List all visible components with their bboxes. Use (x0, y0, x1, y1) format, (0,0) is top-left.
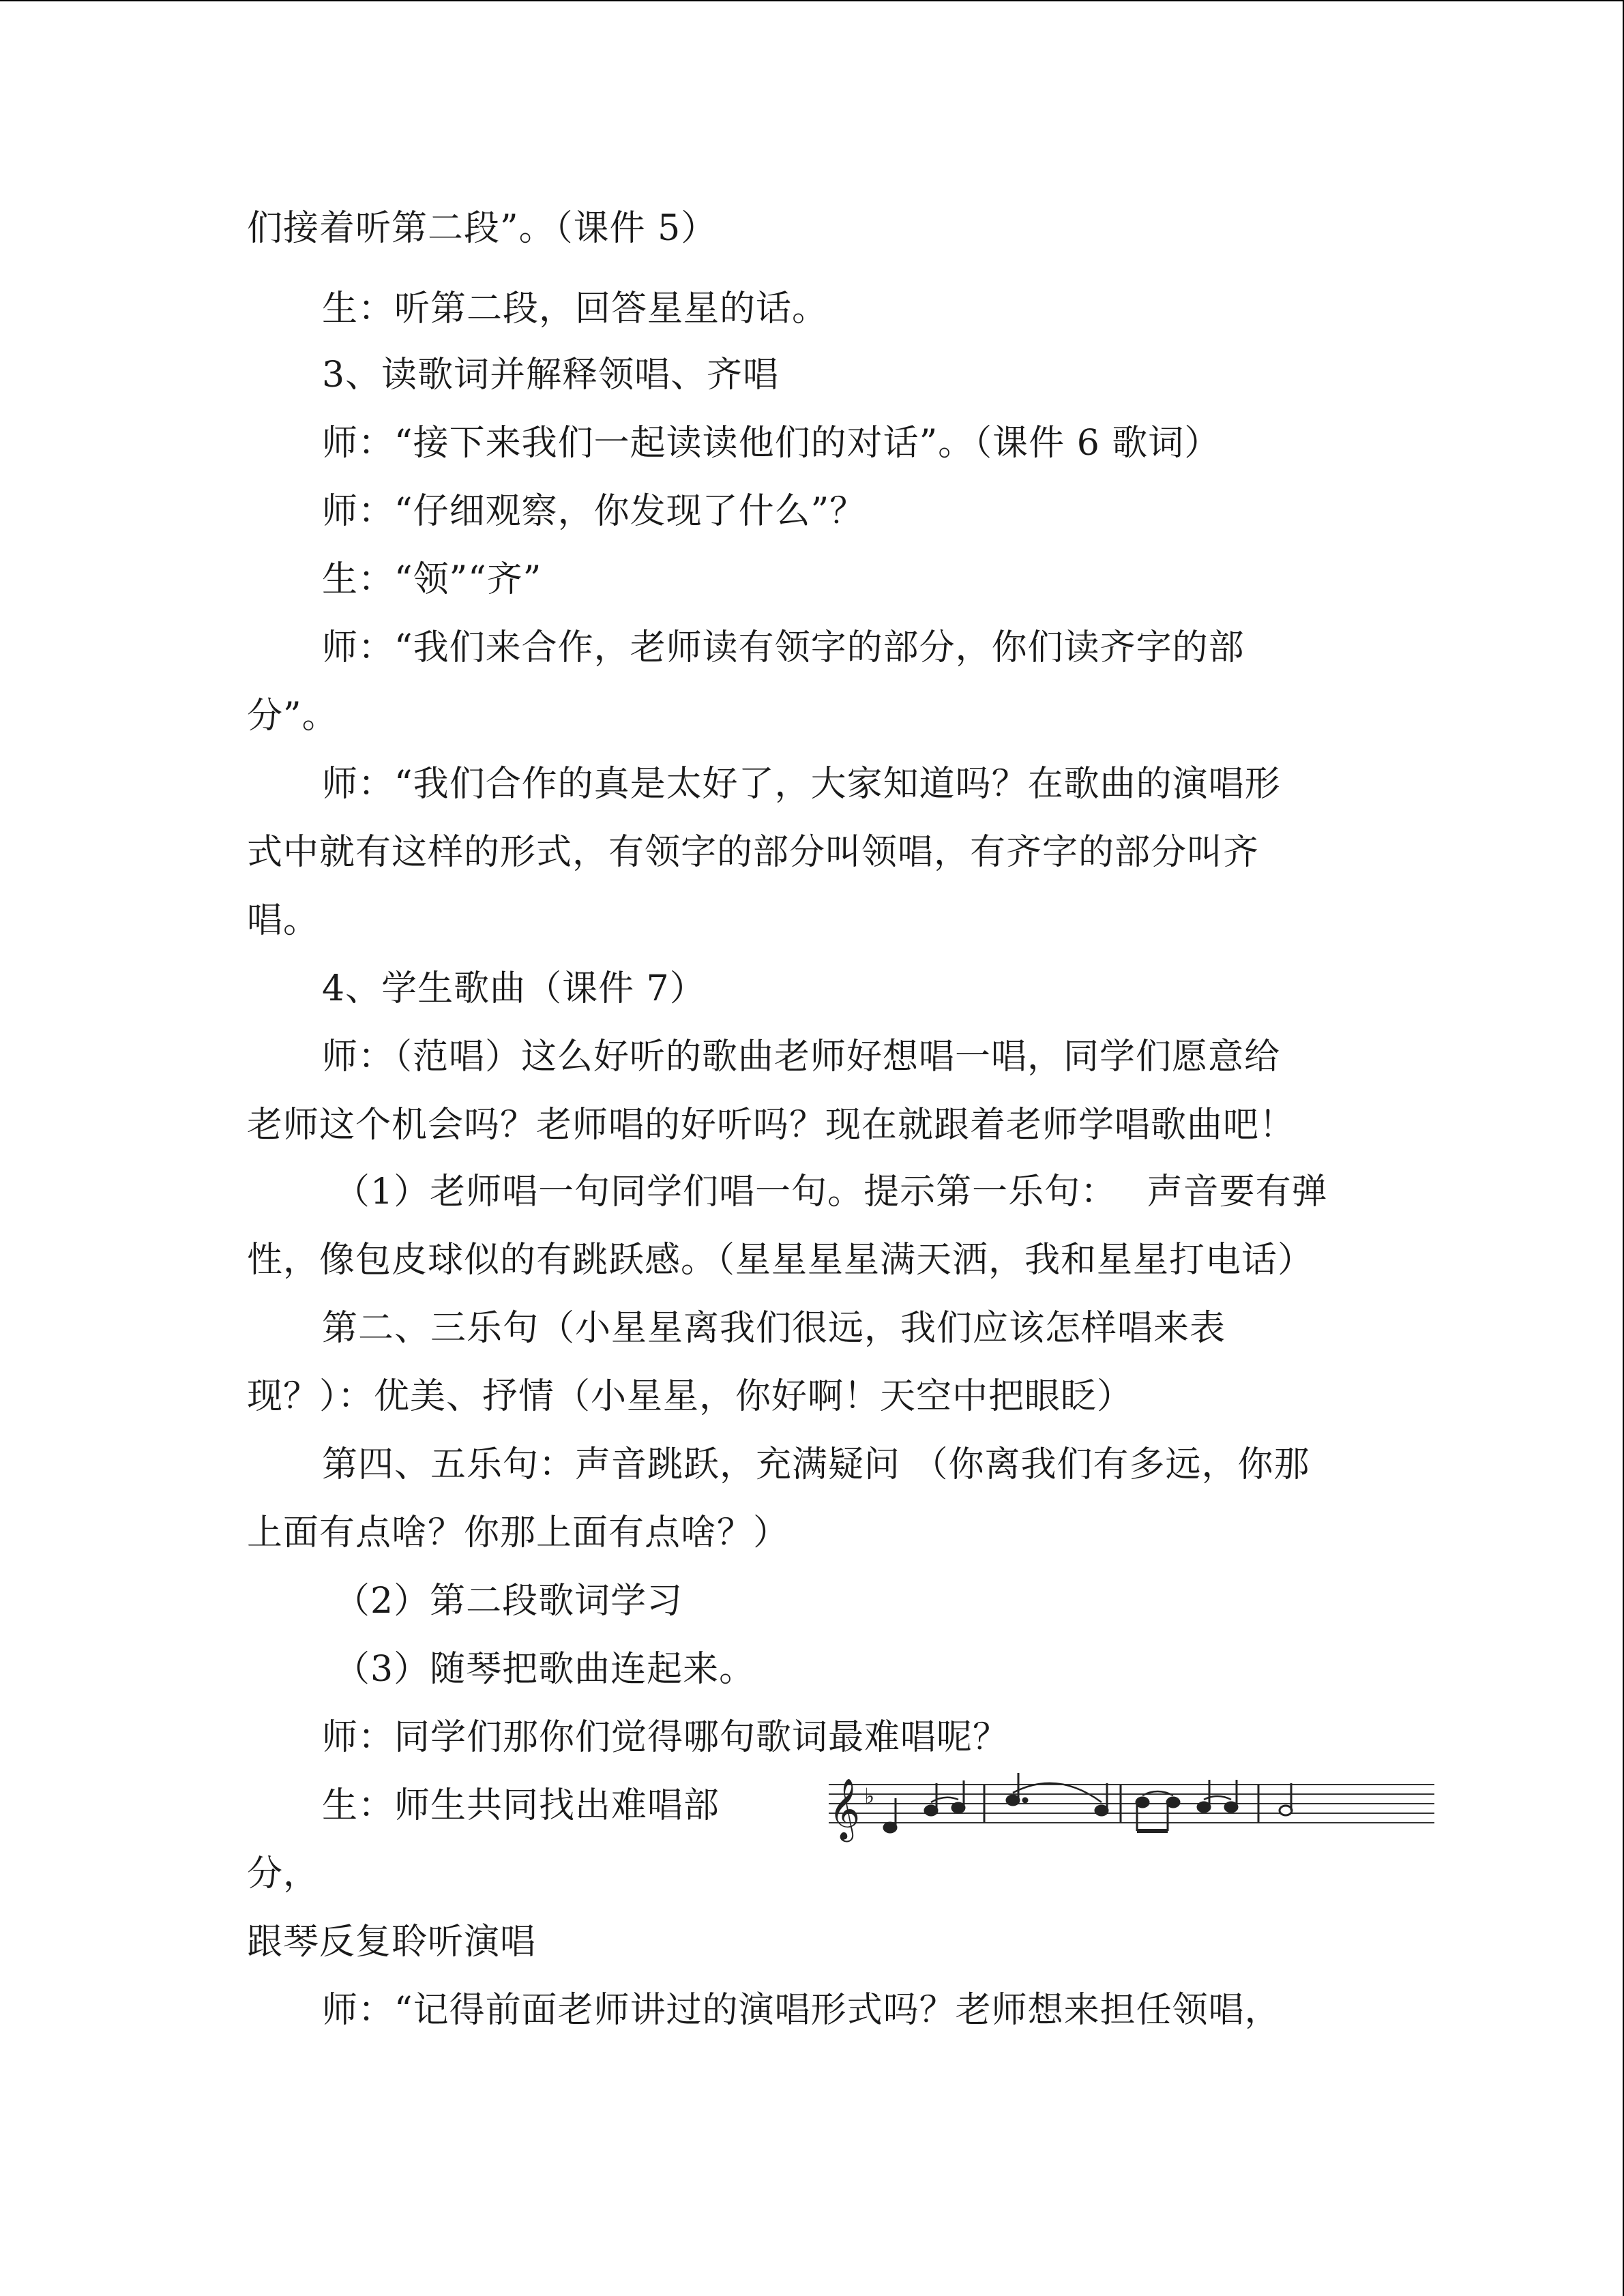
music-notation-excerpt (822, 1770, 1436, 1845)
note (1167, 1798, 1179, 1807)
note (1280, 1806, 1292, 1815)
text-line: 3、读歌词并解释领唱、齐唱 (322, 355, 780, 396)
text-line: 第二、三乐句（小星星离我们很远，我们应该怎样唱来表 (322, 1308, 1226, 1349)
note (952, 1803, 964, 1813)
page-border-top (0, 0, 1624, 1)
text-line: 老师这个机会吗？老师唱的好听吗？现在就跟着老师学唱歌曲吧！ (247, 1105, 1296, 1146)
text-line: 师：“记得前面老师讲过的演唱形式吗？老师想来担任领唱， (322, 1990, 1281, 2031)
text-line: 师：（范唱）这么好听的歌曲老师好想唱一唱，同学们愿意给 (322, 1037, 1281, 1077)
text-line: 师：“接下来我们一起读读他们的对话”。（课件 6 歌词） (322, 423, 1221, 464)
text-line: （3）随琴把歌曲连起来。 (334, 1649, 756, 1690)
text-line: 师：同学们那你们觉得哪句歌词最难唱呢？ (322, 1717, 1009, 1758)
note (884, 1823, 896, 1832)
text-line: 性，像包皮球似的有跳跃感。（星星星星满天洒，我和星星打电话） (247, 1240, 1314, 1281)
text-line: 跟琴反复聆听演唱 (247, 1922, 537, 1963)
text-line: 生：“领”“齐” (322, 559, 542, 600)
note (1095, 1806, 1108, 1815)
text-line: 生：听第二段，回答星星的话。 (322, 288, 829, 329)
note (1225, 1802, 1237, 1812)
text-line: （2）第二段歌词学习 (334, 1581, 683, 1622)
text-line: 们接着听第二段”。（课件 5） (247, 208, 718, 249)
note (1007, 1795, 1019, 1805)
text-line: 师：“我们合作的真是太好了，大家知道吗？在歌曲的演唱形 (322, 764, 1281, 805)
flat-sign-icon: ♭ (864, 1783, 875, 1809)
text-line: 师：“我们来合作，老师读有领字的部分，你们读齐字的部 (322, 627, 1245, 668)
note (1136, 1798, 1149, 1807)
text-line: 分， (247, 1853, 320, 1894)
text-line: （1）老师唱一句同学们唱一句。提示第一乐句： 声音要有弹 (334, 1172, 1328, 1212)
text-line: 式中就有这样的形式，有领字的部分叫领唱，有齐字的部分叫齐 (247, 832, 1260, 873)
text-line: 现？）：优美、抒情（小星星，你好啊！天空中把眼眨） (247, 1376, 1134, 1417)
note (1198, 1802, 1210, 1812)
text-line: 生：师生共同找出难唱部 (322, 1785, 720, 1826)
text-line: 师：“仔细观察，你发现了什么”？ (322, 491, 866, 532)
text-line: 分”。 (247, 696, 338, 736)
text-line: 唱。 (247, 900, 320, 941)
treble-clef-icon: 𝄞 (829, 1778, 861, 1840)
text-line: 上面有点啥？你那上面有点啥？） (247, 1512, 790, 1553)
music-staff (822, 1770, 1436, 1845)
text-line: 第四、五乐句：声音跳跃，充满疑问 （你离我们有多远，你那 (322, 1444, 1310, 1485)
text-line: 4、学生歌曲（课件 7） (322, 968, 706, 1009)
note (925, 1806, 937, 1815)
